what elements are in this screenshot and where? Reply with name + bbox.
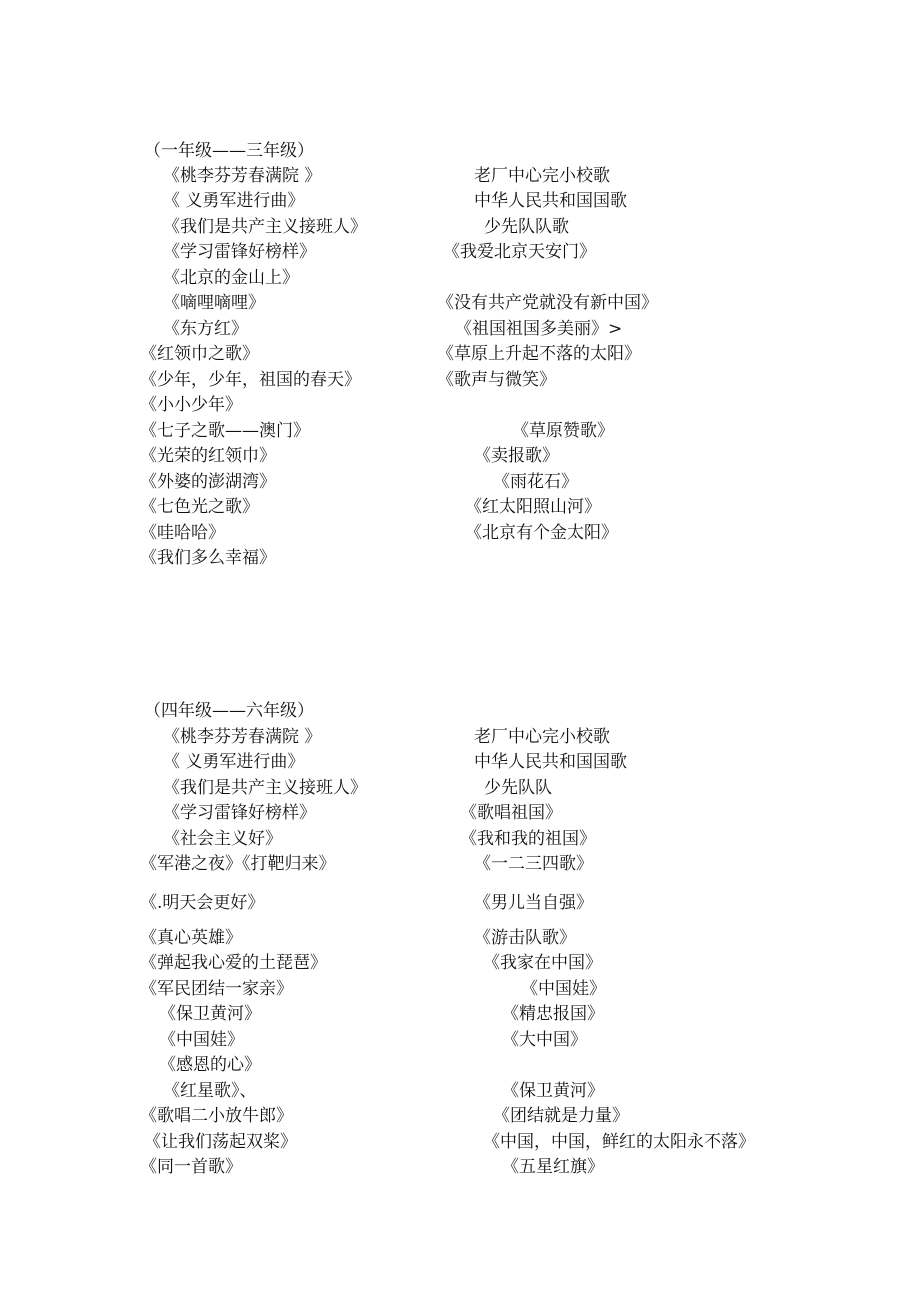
left-song-item: 《桃李芬芳春满院 》	[163, 166, 322, 186]
left-song-item: 《中国娃》	[159, 1030, 244, 1050]
left-song-item: 《 义勇军进行曲》	[163, 752, 305, 772]
right-song-item: 《我爱北京天安门》	[443, 242, 596, 262]
right-song-item: 《歌唱祖国》	[460, 803, 562, 823]
left-song-item: 《同一首歌》	[140, 1157, 242, 1177]
left-song-item: 《让我们荡起双桨》	[144, 1132, 297, 1152]
right-song-item: 《歌声与微笑》	[437, 370, 556, 390]
left-song-item: 《感恩的心》	[159, 1055, 261, 1075]
right-song-item: 《五星红旗》	[502, 1157, 604, 1177]
right-song-item: 《大中国》	[502, 1030, 587, 1050]
left-song-item: 《我们是共产主义接班人》	[163, 778, 367, 798]
right-song-item: 《精忠报国》	[502, 1004, 604, 1024]
section-heading: （一年级——三年级）	[144, 141, 314, 161]
left-song-item: 《红星歌》、	[163, 1081, 257, 1101]
left-song-item: 《.明天会更好》	[140, 893, 265, 913]
right-song-item: 《雨花石》	[493, 472, 578, 492]
right-song-item: 《团结就是力量》	[493, 1106, 629, 1126]
right-song-item: 《没有共产党就没有新中国》	[437, 293, 658, 313]
right-song-item: 老厂中心完小校歌	[474, 166, 610, 186]
left-song-item: 《北京的金山上》	[163, 268, 299, 288]
left-song-item: 《军港之夜》《打靶归来》	[140, 854, 336, 874]
right-song-item: 《游击队歌》	[474, 928, 576, 948]
section-heading: （四年级——六年级）	[144, 701, 314, 721]
left-song-item: 《少年，少年，祖国的春天》	[140, 370, 361, 390]
left-song-item: 《我们多么幸福》	[140, 548, 276, 568]
right-song-item: 《祖国祖国多美丽》>	[455, 319, 623, 339]
left-song-item: 《光荣的红领巾》	[140, 446, 276, 466]
right-song-item: 《中国，中国，鲜红的太阳永不落》	[483, 1132, 755, 1152]
left-song-item: 《桃李芬芳春满院 》	[163, 727, 322, 747]
right-song-item: 《中国娃》	[521, 979, 606, 999]
left-song-item: 《嘀哩嘀哩》	[163, 293, 265, 313]
right-song-item: 《我家在中国》	[483, 953, 602, 973]
left-song-item: 《红领巾之歌》	[140, 344, 259, 364]
left-song-item: 《七子之歌——澳门》	[140, 421, 310, 441]
left-song-item: 《社会主义好》	[163, 829, 282, 849]
right-song-item: 《草原上升起不落的太阳》	[437, 344, 641, 364]
right-song-item: 《保卫黄河》	[502, 1081, 604, 1101]
right-song-item: 《男儿当自强》	[474, 893, 593, 913]
left-song-item: 《东方红》	[163, 319, 248, 339]
right-song-item: 《草原赞歌》	[512, 421, 614, 441]
right-song-item: 《卖报歌》	[474, 446, 559, 466]
left-song-item: 《真心英雄》	[140, 928, 242, 948]
right-song-item: 中华人民共和国国歌	[474, 752, 627, 772]
left-song-item: 《保卫黄河》	[159, 1004, 261, 1024]
left-song-item: 《军民团结一家亲》	[140, 979, 293, 999]
right-song-item: 《一二三四歌》	[474, 854, 593, 874]
left-song-item: 《学习雷锋好榜样》	[163, 242, 316, 262]
right-song-item: 少先队队歌	[484, 217, 569, 237]
right-song-item: 少先队队	[484, 778, 552, 798]
right-song-item: 《我和我的祖国》	[460, 829, 596, 849]
right-song-item: 《北京有个金太阳》	[465, 523, 618, 543]
left-song-item: 《外婆的澎湖湾》	[140, 472, 276, 492]
left-song-item: 《学习雷锋好榜样》	[163, 803, 316, 823]
left-song-item: 《弹起我心爱的土琵琶》	[140, 953, 327, 973]
right-song-item: 中华人民共和国国歌	[474, 191, 627, 211]
left-song-item: 《歌唱二小放牛郎》	[140, 1106, 293, 1126]
left-song-item: 《小小少年》	[140, 395, 242, 415]
left-song-item: 《七色光之歌》	[140, 497, 259, 517]
right-song-item: 老厂中心完小校歌	[474, 727, 610, 747]
left-song-item: 《哇哈哈》	[140, 523, 225, 543]
left-song-item: 《 义勇军进行曲》	[163, 191, 305, 211]
right-song-item: 《红太阳照山河》	[465, 497, 601, 517]
left-song-item: 《我们是共产主义接班人》	[163, 217, 367, 237]
